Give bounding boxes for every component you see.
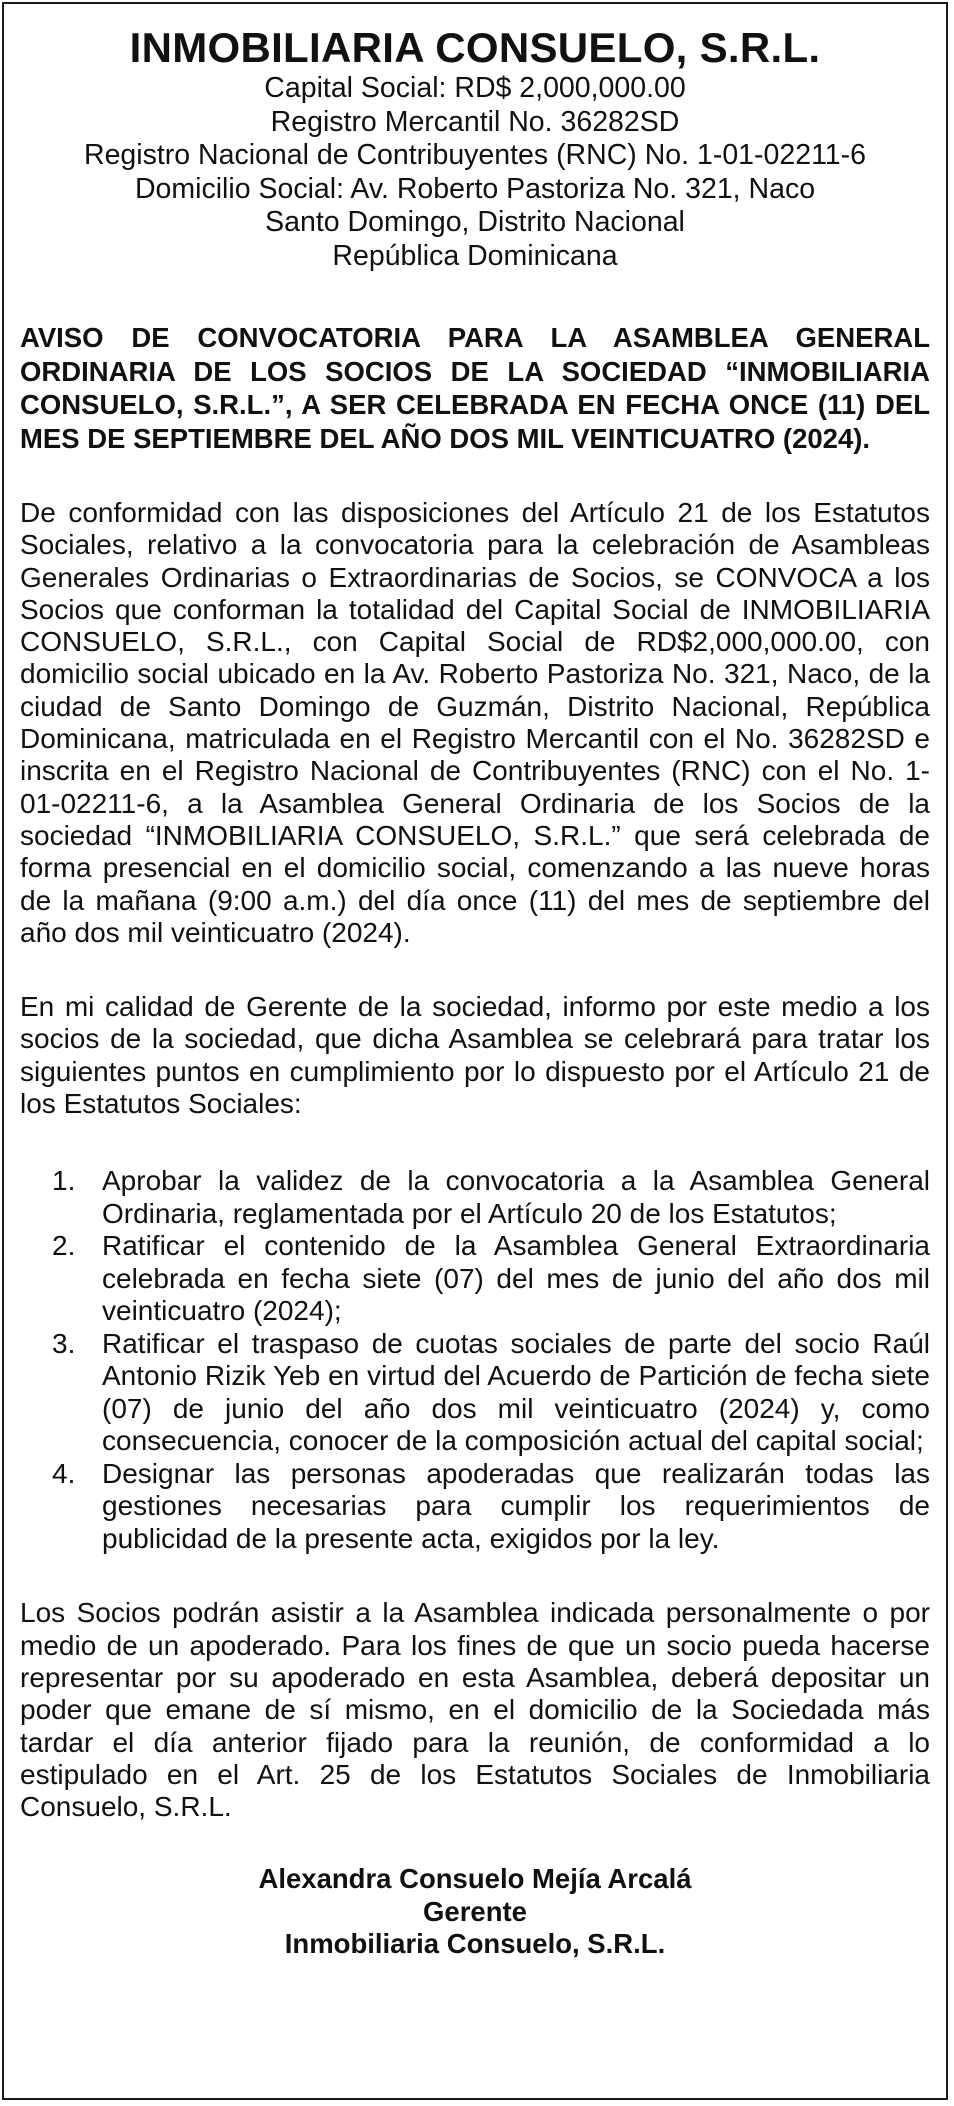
notice-content — [20, 24, 930, 1961]
registro-mercantil-line: Registro Mercantil No. 36282SD — [270, 105, 680, 138]
signature-block — [20, 1863, 930, 1961]
list-item-number: 4. — [52, 1457, 76, 1489]
list-item-text: Ratificar el traspaso de cuotas sociales de parte del socio Raúl Antonio Rizik Yeb en virtud del Acuerdo de Partición de fecha siete (07) de junio del año dos mil veinticuatro (2024) y, como consecuencia, conocer de la composición actual del capital social; — [102, 1327, 930, 1457]
company-name: INMOBILIARIA CONSUELO, S.R.L. — [129, 24, 821, 71]
signer-name: Alexandra Consuelo Mejía Arcalá — [258, 1863, 692, 1895]
list-item-number: 1. — [52, 1165, 76, 1197]
list-item-text: Designar las personas apoderadas que realizarán todas las gestiones necesarias para cumplir los requerimientos de publicidad de la presente acta, exigidos por la ley. — [102, 1457, 930, 1554]
list-item — [20, 1230, 930, 1328]
agenda-list — [20, 1165, 930, 1555]
proxy-paragraph: Los Socios podrán asistir a la Asamblea indicada personalmente o por medio de un apoderado. Para los fines de que un socio pueda hacerse representar por su apoderado en esta Asamblea, deberá depositar un poder que emane de sí mismo, en el domicilio de la Sociedada más tardar el día anterior fijado para la reunión, de conformidad a lo estipulado en el Art. 25 de los Estatutos Sociales de Inmobiliaria Consuelo, S.R.L. — [20, 1597, 930, 1823]
list-item — [20, 1328, 930, 1458]
list-item-number: 2. — [52, 1230, 76, 1262]
company-details — [20, 72, 930, 273]
country-line: República Dominicana — [332, 239, 618, 272]
capital-social-line: Capital Social: RD$ 2,000,000.00 — [264, 72, 686, 104]
list-item-number: 3. — [52, 1327, 76, 1359]
agenda-intro-paragraph: En mi calidad de Gerente de la sociedad, informo por este medio a los socios de la sociedad, que dicha Asamblea se celebrará para tratar los siguientes puntos en cumplimiento por lo dispuesto por el Artículo 21 de los Estatutos Sociales: — [20, 991, 930, 1120]
list-item — [20, 1458, 930, 1556]
convocation-paragraph: De conformidad con las disposiciones del Artículo 21 de los Estatutos Sociales, relativo a la convocatoria para la celebración de Asambleas Generales Ordinarias o Extraordinarias de Socios, se CONVOCA a los Socios que conforman la totalidad del Capital Social de INMOBILIARIA CONSUELO, S.R.L., con Capital Social de RD$2,000,000.00, con domicilio social ubicado en la Av. Roberto Pastoriza No. 321, Naco, de la ciudad de Santo Domingo de Guzmán, Distrito Nacional, República Dominicana, matriculada en el Registro Mercantil con el No. 36282SD e inscrita en el Registro Nacional de Contribuyentes (RNC) con el No. 1-01-02211-6, a la Asamblea General Ordinaria de los Socios de la sociedad “INMOBILIARIA CONSUELO, S.R.L.” que será celebrada de forma presencial en el domicilio social, comenzando a las nueve horas de la mañana (9:00 a.m.) del día once (11) del mes de septiembre del año dos mil veinticuatro (2024). — [20, 497, 930, 948]
list-item-text: Ratificar el contenido de la Asamblea General Extraordinaria celebrada en fecha siete (07) del mes de junio del año dos mil veinticuatro (2024); — [102, 1230, 930, 1327]
rnc-line: Registro Nacional de Contribuyentes (RNC) No. 1-01-02211-6 — [83, 139, 866, 171]
list-item — [20, 1165, 930, 1230]
city-line: Santo Domingo, Distrito Nacional — [265, 206, 685, 238]
signer-role: Gerente — [423, 1895, 527, 1927]
list-item-text: Aprobar la validez de la convocatoria a la Asamblea General Ordinaria, reglamentada por el Artículo 20 de los Estatutos; — [102, 1165, 930, 1229]
notice-title: AVISO DE CONVOCATORIA PARA LA ASAMBLEA GENERAL ORDINARIA DE LOS SOCIOS DE LA SOCIEDAD “INMOBILIARIA CONSUELO, S.R.L.”, A SER CELEBRADA EN FECHA ONCE (11) DEL MES DE SEPTIEMBRE DEL AÑO DOS MIL VEINTICUATRO (2024). — [20, 322, 930, 454]
domicilio-line: Domicilio Social: Av. Roberto Pastoriza No. 321, Naco — [134, 172, 816, 205]
signer-company: Inmobiliaria Consuelo, S.R.L. — [284, 1928, 666, 1960]
